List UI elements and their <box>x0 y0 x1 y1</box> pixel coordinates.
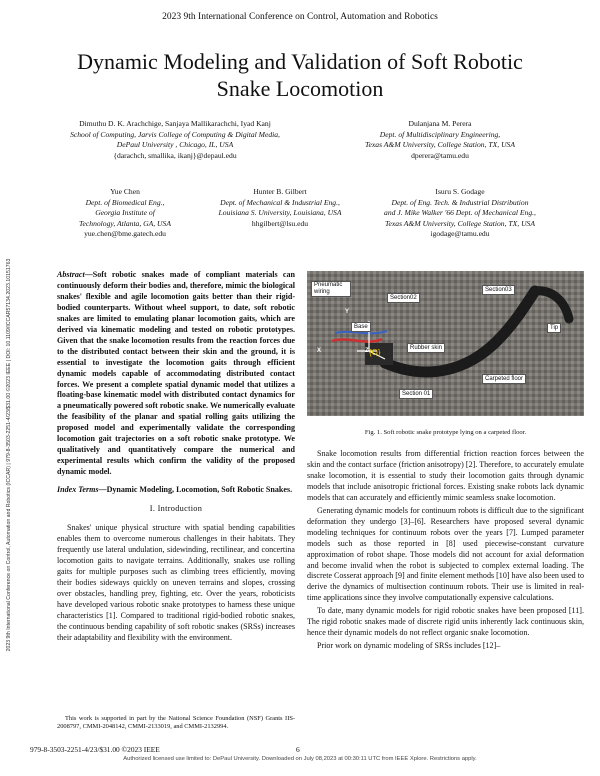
section-heading: I. Introduction <box>149 504 203 514</box>
conference-header: 2023 9th International Conference on Control, Automation and Robotics <box>162 12 438 22</box>
index-terms-text: —Dynamic Modeling, Locomotion, Soft Robotic Snakes. <box>98 485 293 495</box>
doi-sidebar-text: 2023 9th International Conference on Control, Automation and Robotics (ICCAR) | 979-8-3503-2251-4/23/$31.00 ©2023 IEEE | DOI: 10.1109/ICCAR57134.2023.10151763 <box>6 258 12 652</box>
footnote: This work is supported in part by the National Science Foundation (NSF) Grants IIS-2008797, CMMI-2048142, CMMI-2133019, and CMMI-2132994. <box>57 715 295 731</box>
paper-title <box>30 48 570 102</box>
label-section03: Section03 <box>482 285 515 295</box>
title-line-2: Snake Locomotion <box>216 76 384 101</box>
label-base: Base <box>351 322 371 332</box>
author-affiliation: Louisiana S. University, Louisiana, USA <box>218 208 342 218</box>
author-name: Dulanjana M. Perera <box>408 119 472 128</box>
author-email: igodage@tamu.edu <box>430 229 490 239</box>
page-number: 6 <box>296 745 300 754</box>
author-block-1 <box>55 119 295 161</box>
right-paragraph-2: Generating dynamic models for continuum robots is difficult due to the significant deformation they undergo [3]–[6]. Researchers have proposed several dynamic modeling techniques for continuum robots over the years [7]. Lumped parameter models such as those reported in [8] used piecewise-constant curvature approximation of robot shape. Those models did not account for axial deformation and become invalid when the robot is subjected to complex external loading. The discrete Cosserat approach [9] and finite element methods [10] have also been used to derive the dynamics of multisection continuum robots. Their use is limited in real-time applications since they involve computationally expensive calculations. <box>307 505 584 603</box>
author-affiliation: Texas A&M University, College Station, TX, USA <box>365 140 515 150</box>
left-column <box>57 270 295 644</box>
author-affiliation: Dept. of Mechanical & Industrial Eng., <box>220 197 340 207</box>
right-paragraph-4: Prior work on dynamic modeling of SRSs includes [12]– <box>317 641 501 651</box>
right-paragraph-1: Snake locomotion results from differential friction reaction forces between the skin and the contact surface (friction anisotropy) [2]. Therefore, to accurately emulate snake locomotion, it is essential to study their locomotion gaits through dynamic models that include anisotropic frictional forces. Existing snake robots lack dynamic models that can accurately and efficiently mimic seamless snake locomotion. <box>307 449 584 502</box>
author-name: Hunter B. Gilbert <box>253 187 307 196</box>
author-affiliation: Texas A&M University, College Station, TX, USA <box>385 218 535 228</box>
author-block-4 <box>195 187 365 229</box>
label-tip: Tip <box>547 323 561 333</box>
label-rubber-skin: Rubber skin <box>407 343 445 353</box>
author-email: {darachch, smallika, ikanj}@depaul.edu <box>113 150 237 160</box>
author-affiliation: and J. Mike Walker '66 Dept. of Mechanical Eng., <box>384 208 536 218</box>
author-affiliation: Technology, Atlanta, GA, USA <box>79 218 171 228</box>
author-name: Yue Chen <box>110 187 140 196</box>
isbn-footer: 979-8-3503-2251-4/23/$31.00 ©2023 IEEE <box>30 745 160 754</box>
intro-paragraph: Snakes' unique physical structure with spatial bending capabilities enables them to overcome numerous challenges in their habitats. They frequently use lateral undulation, sidewinding, rectilinear, and concertina locomotion gaits to navigate terrains. Additionally, snakes use rolling gaits for multiple purposes such as climbing trees efficiently, moving their bodies sideways quickly on uneven terrains and slopes, crossing over obstacles, handling prey, fighting, etc. Over the years, roboticists have developed various robotic snake prototypes to harness these unique characteristics [1]. Compared to traditional rigid-bodied robotic snakes, the continuous bending capability of soft robotic snakes (SRSs) increases their adaptability and flexibility with the environment. <box>57 523 295 642</box>
author-affiliation: Dept. of Multidisciplinary Engineering, <box>379 129 501 139</box>
author-block-5 <box>360 187 560 240</box>
doi-sidebar <box>4 160 14 750</box>
label-section02: Section02 <box>387 293 420 303</box>
right-paragraph-3: To date, many dynamic models for rigid robotic snakes have been proposed [11]. The rigid robotic snakes made of discrete rigid units inherently lack continuous skin, hence their dynamic models do not reflect organic snake locomotion. <box>307 606 584 638</box>
label-section01: Section 01 <box>399 389 433 399</box>
label-axis-x: X <box>317 348 322 354</box>
label-axis-y: Y <box>345 309 350 315</box>
abstract-text: —Soft robotic snakes made of compliant materials can continuously deform their bodies and, therefore, mimic the biological snakes' flexible and agile locomotion gaits better than their rigid-bodied counterparts. Without wheel support, to date, soft robotic snakes are limited to emulating planar locomotion gaits, which are derived via kinematic modeling and tested on robotic prototypes. Given that the snake locomotion results from the reaction forces due to the distributed contact between their skin and the ground, it is essential to investigate the locomotion gaits through efficient dynamic models capable of accommodating distributed contact forces. We present a complete spatial dynamic model that utilizes a floating-base kinematic model with distributed contact dynamics for a pneumatically powered soft robotic snake. We numerically evaluate the feasibility of the planar and spatial rolling gaits utilizing the proposed model and experimentally validate the corresponding locomotion gait trajectories on a soft robotic snake prototype. We qualitatively and quantitatively compare the numerical and experimental results which confirm the validity of the proposed dynamic model. <box>57 270 295 477</box>
right-column <box>307 449 584 652</box>
abstract-label: Abstract <box>57 270 85 279</box>
author-affiliation: School of Computing, Jarvis College of Computing & Digital Media, <box>70 129 280 139</box>
author-email: hhgilbert@lsu.edu <box>251 218 309 228</box>
author-email: dperera@tamu.edu <box>411 150 469 160</box>
author-block-2 <box>330 119 550 161</box>
label-pneumatic-wiring: Pneumatic wiring <box>311 281 351 297</box>
author-block-3 <box>60 187 190 240</box>
figure-caption: Fig. 1. Soft robotic snake prototype lying on a carpeted floor. <box>364 429 527 436</box>
index-terms <box>57 485 295 496</box>
abstract <box>57 270 295 478</box>
author-affiliation: Dept. of Biomedical Eng., <box>85 197 165 207</box>
author-affiliation: Dept. of Eng. Tech. & Industrial Distribution <box>391 197 529 207</box>
license-footer: Authorized licensed use limited to: DePaul University. Downloaded on July 08,2023 at 00:30:11 UTC from IEEE Xplore. Restrictions apply. <box>123 756 477 762</box>
index-terms-label: Index Terms <box>57 485 99 495</box>
author-affiliation: DePaul University , Chicago, IL, USA <box>116 140 234 150</box>
author-name: Dimuthu D. K. Arachchige, Sanjaya Mallikarachchi, Iyad Kanj <box>79 119 271 128</box>
author-affiliation: Georgia Institute of <box>95 208 155 218</box>
author-email: yue.chen@bme.gatech.edu <box>84 229 166 239</box>
title-line-1: Dynamic Modeling and Validation of Soft Robotic <box>77 49 523 74</box>
label-axis-z: Z <box>365 348 369 354</box>
label-carpeted-floor: Carpeted floor <box>482 374 526 384</box>
origin-label-o: {O} <box>369 348 381 357</box>
figure-robot-photo <box>307 271 584 416</box>
author-name: Isuru S. Godage <box>435 187 485 196</box>
